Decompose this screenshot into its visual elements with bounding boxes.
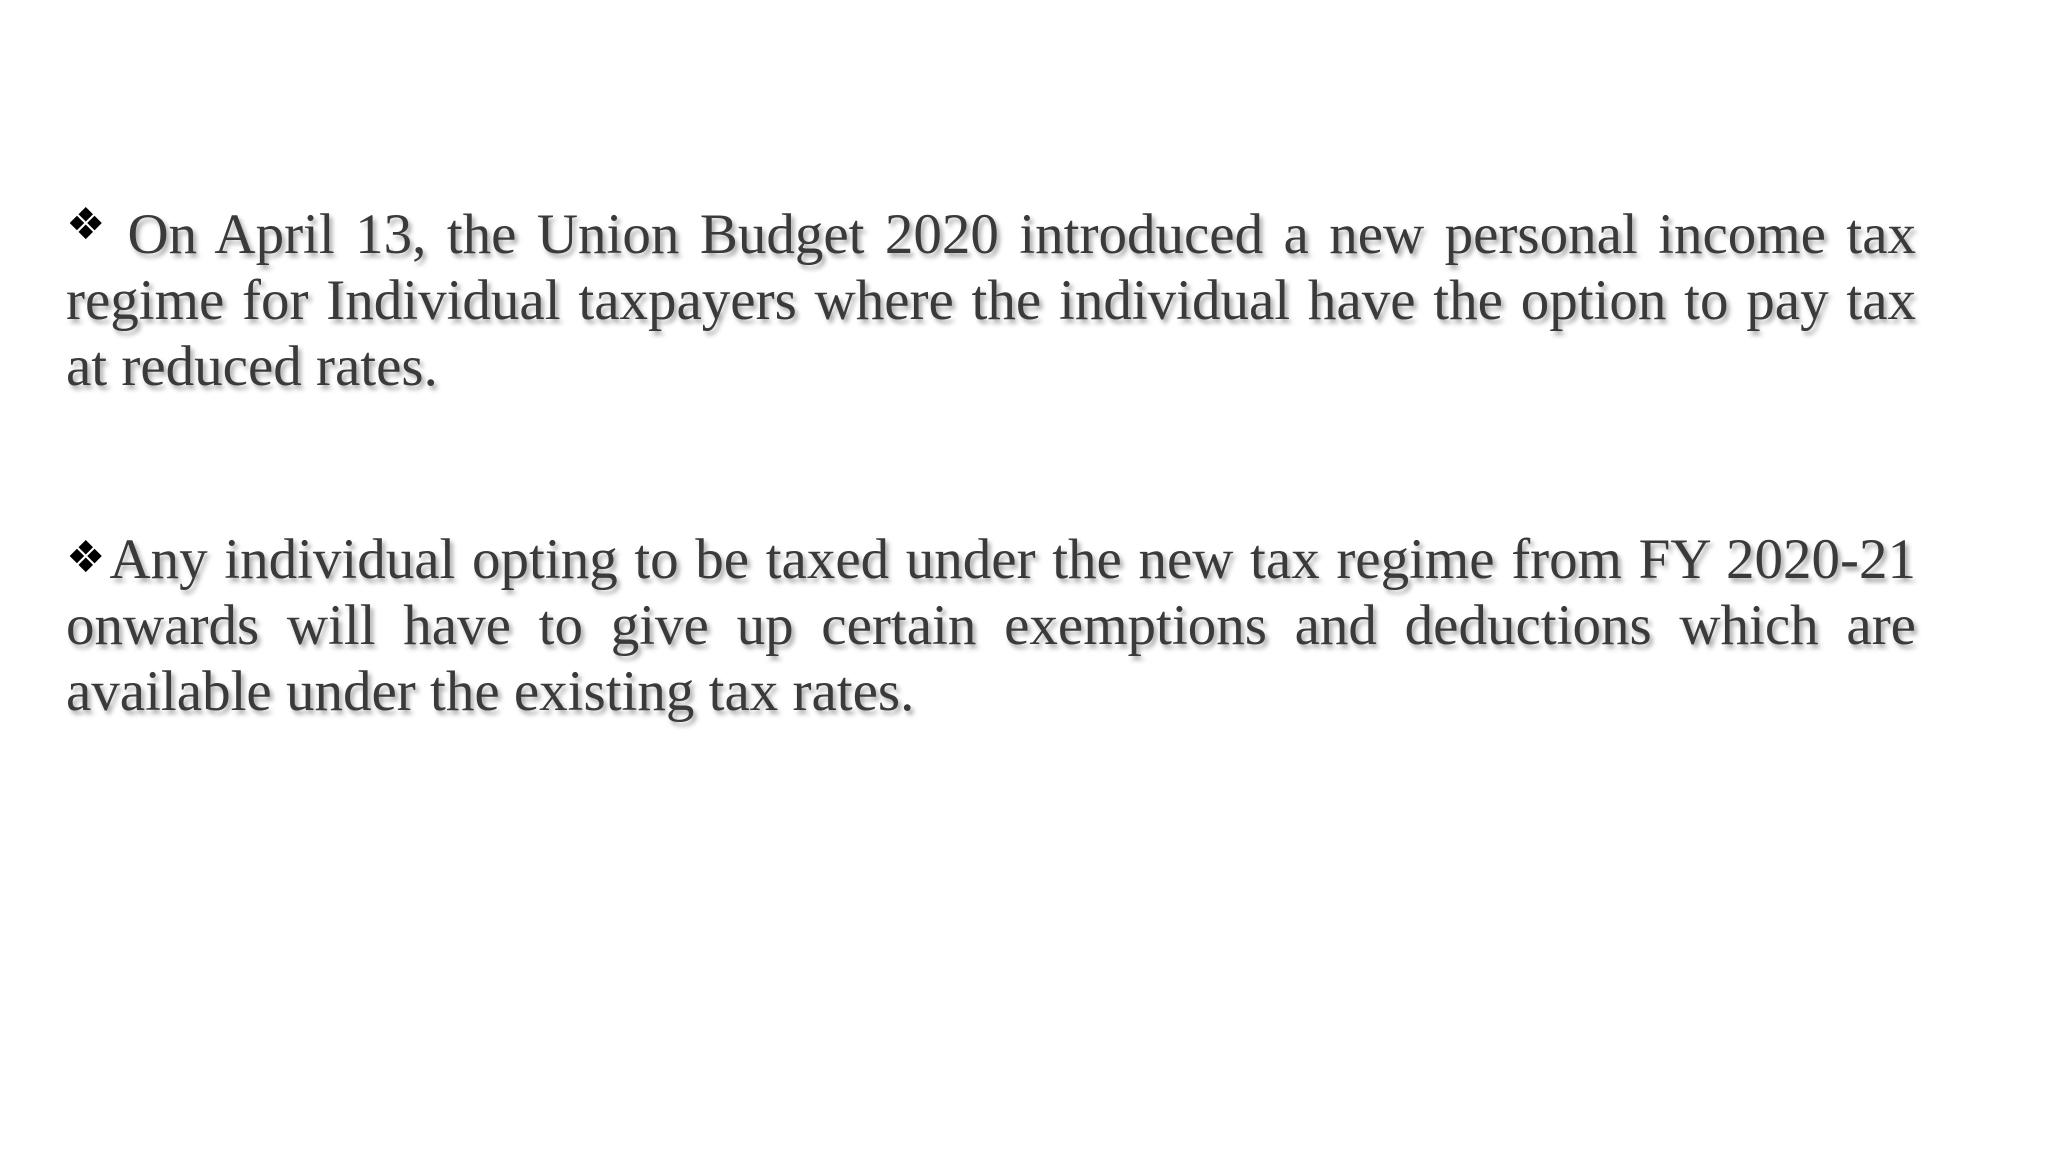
bullet-text: On April 13, the Union Budget 2020 introduced a new personal income tax regime for Individual taxpayers where the individual have the option to pay tax at reduced rates.	[66, 203, 1916, 398]
four-diamond-icon: ❖	[66, 199, 106, 250]
bullet-paragraph	[66, 525, 1916, 725]
four-diamond-icon: ❖	[66, 532, 106, 583]
bullet-text: Any individual opting to be taxed under the new tax regime from FY 2020-21 onwards will have to give up certain exemptions and deductions which are available under the existing tax rates.	[66, 528, 1916, 723]
bullet-paragraph	[66, 192, 1916, 400]
